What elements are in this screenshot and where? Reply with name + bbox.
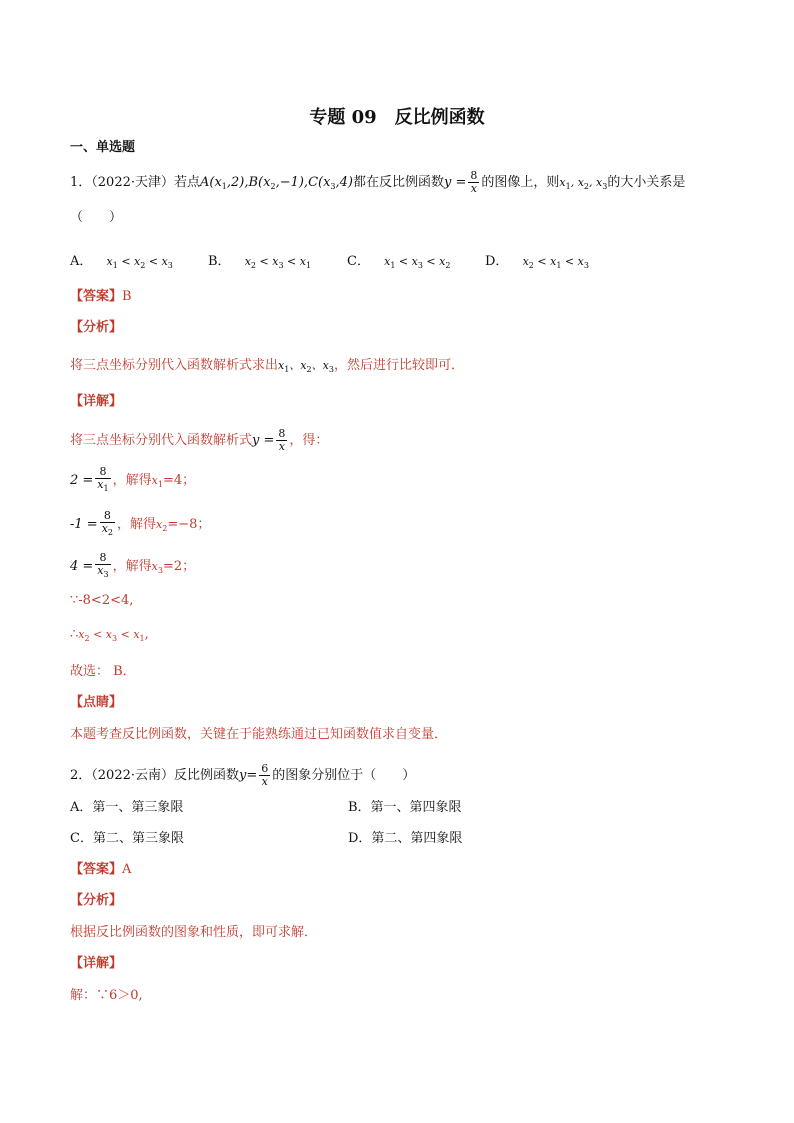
q1-answer: 【答案】B — [70, 289, 132, 304]
q1-option-a: A． $x_1 < x_2 < x_3$ — [70, 254, 173, 270]
q1-tail2: 的大小关系是 — [607, 175, 686, 190]
q2-option-d: D．第二、第四象限 — [348, 831, 463, 846]
q1-tail: 的图像上，则 — [481, 175, 560, 190]
q1-because: ∵-8<2<4, — [70, 593, 134, 608]
q2-option-a: A．第一、第三象限 — [70, 800, 184, 815]
q1-comment-text: 本题考查反比例函数，关键在于能熟练通过已知函数值求自变量． — [70, 727, 448, 742]
q2-analysis-text: 根据反比例函数的图象和性质，即可求解． — [70, 925, 318, 940]
q2-solve-start: 解：∵6＞0, — [70, 988, 143, 1003]
q1-mid: 都在反比例函数 — [353, 175, 445, 190]
q1-step-3: 4 = $\frac{8}{x_3}$ ，解得$x_3=2$； — [70, 551, 196, 579]
q2-detail-tag: 【详解】 — [70, 956, 123, 971]
q1-step-2: -1 = $\frac{8}{x_2}$ ，解得$x_2=-8$； — [70, 509, 211, 537]
q1-choose: 故选： B． — [70, 664, 136, 679]
q1-option-b: B． $x_2 < x_3 < x_1$ — [208, 254, 312, 270]
q1-detail-lead: 将三点坐标分别代入函数解析式y = $\frac{8}{x}$ ，得： — [70, 427, 329, 453]
q1-step-1: 2 = $\frac{8}{x_1}$ ，解得$x_1=4$； — [70, 465, 196, 493]
q1-vars: $x_1$, $x_2$, $x_3$ — [559, 176, 608, 191]
q1-func: y = $\frac{8}{x}$ — [444, 169, 478, 195]
q1-option-d: D． $x_2 < x_1 < x_3$ — [485, 254, 589, 270]
q2-stem: 2．（2022·云南）反比例函数y= $\frac{6}{x}$ 的图象分别位于（ ） — [70, 762, 416, 788]
q1-stem — [70, 170, 685, 196]
q1-points: $A(x_1,2),B(x_2,-1),C(x_3,4)$ — [200, 175, 353, 191]
section-heading: 一、单选题 — [70, 140, 136, 155]
q1-analysis-tag: 【分析】 — [70, 320, 123, 335]
q1-analysis-text: 将三点坐标分别代入函数解析式求出$x_1$、$x_2$、$x_3$，然后进行比较即可． — [70, 358, 464, 374]
q1-option-c: C． $x_1 < x_3 < x_2$ — [347, 254, 451, 270]
q1-comment-tag: 【点睛】 — [70, 695, 123, 710]
q1-lead: 1．（2022·天津）若点 — [70, 175, 200, 190]
q2-analysis-tag: 【分析】 — [70, 893, 123, 908]
page-title: 专题 09 反比例函数 — [309, 107, 485, 128]
q2-option-b: B．第一、第四象限 — [348, 800, 462, 815]
q2-option-c: C．第二、第三象限 — [70, 831, 184, 846]
q1-detail-tag: 【详解】 — [70, 394, 123, 409]
q1-therefore: $\therefore x_2 < x_3 < x_1$, — [70, 627, 149, 643]
q2-answer: 【答案】A — [70, 862, 132, 877]
q1-paren: （ ） — [70, 210, 123, 225]
